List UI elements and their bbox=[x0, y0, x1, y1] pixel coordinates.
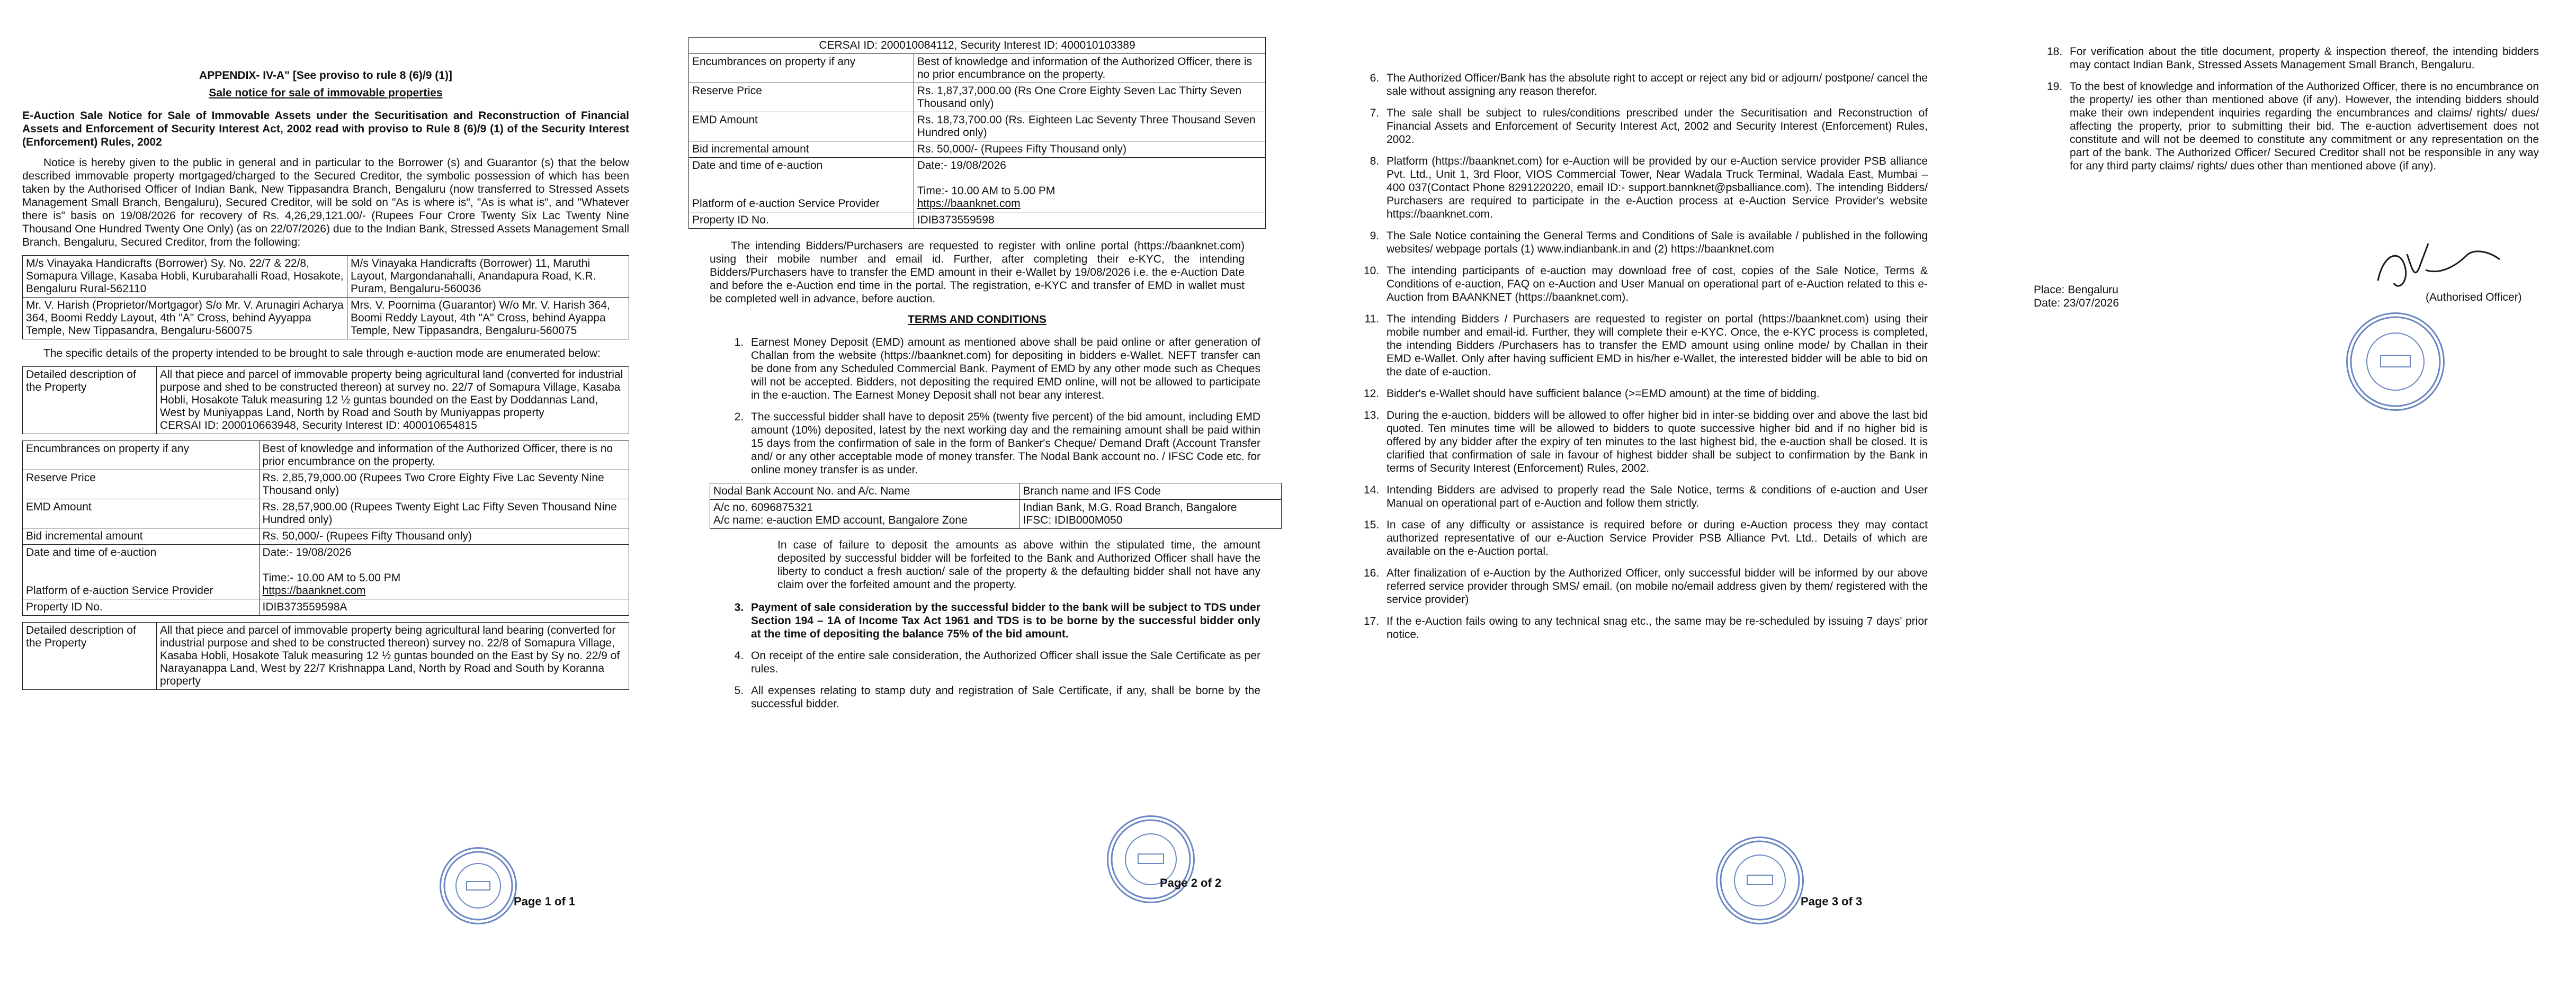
property-2-details bbox=[688, 37, 1266, 229]
desc-cell: All that piece and parcel of immovable property being agricultural land bearing (converted for industrial purpose and shed to be constructed thereon) survey no. 22/8 of Somapura Village, Kasaba Hobli, Hosakote Taluk measuring 12 ½ guntas bounded on the East by Sy no. 22/9 of Narayanappa Land, West by 22/7 Krishnappa Land, North by Road and South by Koranna property bbox=[157, 623, 629, 690]
platform-label: Platform of e-auction Service Provider bbox=[26, 585, 213, 597]
bank-cell bbox=[710, 500, 1019, 529]
table-row bbox=[689, 112, 1266, 141]
notice-paragraph: Notice is hereby given to the public in general and in particular to the Borrower (s) and Guarantor (s) that the below described immovable property mortgaged/charged to the Secured Creditor, the symbolic possession of which has been taken by the Authorised Officer of Indian Bank, New Tippasandra Branch, Bengaluru (now transferred to Stressed Assets Management Small Branch, Bengaluru), Secured Creditor, will be sold on "As is where is", "As is what is", and "Whatever there is" basis on 19/08/2026 for recovery of Rs. 4,26,29,121.00/- (Rupees Four Crore Twenty Six Lac Twenty Nine Thousand One Hundred Twenty One Only) (as on 22/07/2026) due to the Indian Bank, Stressed Assets Management Small Branch, Bengaluru, Secured Creditor, from the following: bbox=[22, 157, 629, 248]
list-item: 6. The Authorized Officer/Bank has the absolute right to accept or reject any bid or adjourn/ postpone/ cancel the sale without assigning any reason therefor. bbox=[1382, 71, 1928, 98]
table-row bbox=[689, 158, 1266, 212]
time-value: Time:- 10.00 AM to 5.00 PM bbox=[262, 572, 401, 584]
terms-title: TERMS AND CONDITIONS bbox=[908, 313, 1046, 326]
row-label bbox=[23, 545, 260, 599]
place-date-block bbox=[2034, 283, 2119, 310]
bank-stamp bbox=[440, 847, 517, 924]
platform-link[interactable]: https://baanknet.com bbox=[917, 197, 1021, 210]
page-1 bbox=[0, 0, 651, 989]
terms-list-4 bbox=[2034, 45, 2539, 173]
row-label: Property ID No. bbox=[23, 599, 260, 616]
table-row bbox=[23, 298, 629, 339]
list-item: 3. Payment of sale consideration by the successful bidder to the bank will be subject to TDS under Section 194 – 1A of Income Tax Act 1961 and TDS is to be borne by the successful bidder only at the time of depositing the balance 75% of the bid amount. bbox=[747, 601, 1260, 641]
list-item: 17. If the e-Auction fails owing to any technical snag etc., the same may be re-scheduled by issuing 7 days' prior notice. bbox=[1382, 615, 1928, 641]
platform-label: Platform of e-auction Service Provider bbox=[692, 197, 880, 210]
row-label bbox=[689, 158, 914, 212]
list-item: 12. Bidder's e-Wallet should have sufficient balance (>=EMD amount) at the time of bidding. bbox=[1382, 387, 1928, 400]
row-value: Best of knowledge and information of the Authorized Officer, there is no prior encumbrance on the property. bbox=[914, 54, 1265, 83]
table-row bbox=[23, 528, 629, 545]
row-value: Rs. 28,57,900.00 (Rupees Twenty Eight Lac Fifty Seven Thousand Nine Hundred only) bbox=[259, 499, 629, 528]
list-item: 13. During the e-auction, bidders will be allowed to offer higher bid in inter-se bidding over and above the last bid quoted. Ten minutes time will be allowed to bidders to quote successive higher bid and if no higher bid is offered by any bidder after the expiry of ten minutes to the last highest bid, the e-auction shall be closed. It is clarified that confirmation of sale in favour of highest bidder shall be subject to confirmation by the Bank in terms of Security Interest (Enforcement) Rules, 2002. bbox=[1382, 409, 1928, 475]
page-number: Page 2 of 2 bbox=[1160, 876, 1222, 889]
authorised-officer-label: (Authorised Officer) bbox=[2426, 291, 2522, 303]
list-item: 14. Intending Bidders are advised to properly read the Sale Notice, terms & conditions of e-auction and User Manual on operational part of e-Auction and follow them strictly. bbox=[1382, 483, 1928, 510]
terms-list bbox=[688, 336, 1266, 476]
page-3 bbox=[1324, 0, 1960, 989]
row-value: Rs. 50,000/- (Rupees Fifty Thousand only) bbox=[914, 141, 1265, 158]
table-row bbox=[689, 212, 1266, 229]
row-label: Bid incremental amount bbox=[689, 141, 914, 158]
account-no: A/c no. 6096875321 bbox=[713, 501, 813, 514]
table-row bbox=[689, 54, 1266, 83]
desc-text: All that piece and parcel of immovable property being agricultural land (converted for industrial purpose and shed to be constructed thereon) at survey no. 22/7 of Somapura Village, Kasaba Hobli, Hosakote Taluk measuring 12 ½ guntas bounded on the East by Doddannas Land, West by Muniyappas Land, North by Road and South by Muniyappas property bbox=[160, 368, 623, 419]
place-text: Place: Bengaluru bbox=[2034, 284, 2118, 296]
desc-label: Detailed description of the Property bbox=[23, 623, 157, 690]
time-value: Time:- 10.00 AM to 5.00 PM bbox=[917, 185, 1056, 197]
page-2 bbox=[673, 0, 1282, 989]
row-label: Encumbrances on property if any bbox=[23, 441, 260, 470]
bank-header: Nodal Bank Account No. and A/c. Name bbox=[710, 483, 1019, 500]
list-item: 16. After finalization of e-Auction by the Authorized Officer, only successful bidder will be informed by our above referred service provider through SMS/ email. (on mobile no/email address given by them/ registered with the service provider) bbox=[1382, 567, 1928, 606]
list-item: 15. In case of any difficulty or assistance is required before or during e-Auction process they may contact authorized representative of our e-Auction Service Provider PSB Alliance Pvt. Ltd.. Details of which are available on the e-Auction portal. bbox=[1382, 518, 1928, 558]
property-1-table bbox=[22, 366, 629, 434]
list-item: 19. To the best of knowledge and information of the Authorized Officer, there is no encumbrance on the property/ ies other than mentioned above (if any). However, the intending bidders should make their own independent inquiries regarding the encumbrances and claims/ rights/ dues/ affecting the property, prior to submitting their bid. The e-auction advertisement does not constitute and will not be deemed to constitute any commitment or any representation on the part of the bank. The Authorized Officer/ Secured Creditor shall not be responsible in any way for any third party claims/ rights/ dues other than mentioned above (if any). bbox=[2065, 80, 2539, 173]
forfeit-paragraph: In case of failure to deposit the amounts as above within the stipulated time, the amount deposited by successful bidder will be forfeited to the Bank and Authorized Officer shall have the liberty to conduct a fresh auction/ sale of the property & the defaulting bidder shall not have any claim over the forfeited amount and the property. bbox=[777, 539, 1260, 591]
specific-details-text: The specific details of the property intended to be brought to sale through e-auction mode are enumerated below: bbox=[43, 347, 601, 359]
date-value: Date:- 19/08/2026 bbox=[917, 159, 1006, 172]
row-value: Rs. 2,85,79,000.00 (Rupees Two Crore Eighty Five Lac Seventy Nine Thousand only) bbox=[259, 470, 629, 499]
platform-link[interactable]: https://baanknet.com bbox=[262, 585, 366, 597]
list-item: 8. Platform (https://baanknet.com) for e-Auction will be provided by our e-Auction service provider PSB alliance Pvt. Ltd., Unit 1, 3rd Floor, VIOS Commercial Tower, Near Wadala Truck Terminal, Wadala East, Mumbai – 400 037(Contact Phone 8291220220, email ID:- support.bannknet@psballiance.com). The intending Bidders/ Purchasers are required to participate in the e-Auction process at e-Auction Service Provider's website https://baanknet.com. bbox=[1382, 155, 1928, 221]
party-cell: Mr. V. Harish (Proprietor/Mortgagor) S/o Mr. V. Arunagiri Acharya 364, Boomi Reddy Layout, 4th "A" Cross, behind Ayyappa Temple, New Tippasandra, Bengaluru-560075 bbox=[23, 298, 347, 339]
table-row bbox=[710, 500, 1282, 529]
stamp-icon bbox=[1718, 838, 1802, 923]
appendix-title: APPENDIX- IV-A" [See proviso to rule 8 (6)/9 (1)] bbox=[199, 69, 452, 82]
notice-heading: E-Auction Sale Notice for Sale of Immovable Assets under the Securitisation and Reconstruction of Financial Assets and Enforcement of Security Interest Act, 2002 read with proviso to Rule 8 (6)/9 (1) of the Security Interest (Enforcement) Rules, 2002 bbox=[22, 110, 629, 148]
bank-header: Branch name and IFS Code bbox=[1019, 483, 1282, 500]
row-value bbox=[914, 158, 1265, 212]
table-row bbox=[689, 38, 1266, 54]
cersai-text: CERSAI ID: 200010084112, Security Interest ID: 400010103389 bbox=[689, 38, 1266, 54]
row-label: EMD Amount bbox=[689, 112, 914, 141]
ifsc-code: IFSC: IDIB000M050 bbox=[1023, 514, 1123, 526]
property-1-details bbox=[22, 440, 629, 616]
list-item: 10. The intending participants of e-auction may download free of cost, copies of the Sale Notice, Terms & Conditions of e-auction, FAQ on e-Auction and User Manual on operational part of e-Auction related to this e-Auction from BAANKNET (https://baanknet.com). bbox=[1382, 264, 1928, 304]
table-row bbox=[23, 256, 629, 298]
term-text: The successful bidder shall have to deposit 25% (twenty five percent) of the bid amount, including EMD amount (10%) deposited, latest by the next working day and the remaining amount shall be paid within 15 days from the confirmation of sale in the form of Banker's Cheque/ Demand Draft (Account Transfer and/ or any other acceptable mode of money transfer. The Nodal Bank account no. / IFSC Code etc. for online money transfer is as under. bbox=[751, 411, 1260, 476]
row-value: Rs. 1,87,37,000.00 (Rs One Crore Eighty Seven Lac Thirty Seven Thousand only) bbox=[914, 83, 1265, 112]
row-value bbox=[259, 545, 629, 599]
terms-list-3 bbox=[1356, 71, 1928, 641]
row-value: IDIB373559598A bbox=[259, 599, 629, 616]
date-label: Date and time of e-auction bbox=[692, 159, 823, 172]
intending-paragraph: The intending Bidders/Purchasers are requested to register with online portal (https://baanknet.com) using their mobile number and email id. Further, after completing their e-KYC, the intending Bidders/Purchasers have to transfer the EMD amount in their e-Wallet by 19/08/2026 i.e. the e-Auction Date and before the e-Auction end time in the portal. The registration, e-KYC and transfer of EMD in wallet must be completed well in advance, before auction. bbox=[710, 240, 1245, 305]
date-text: Date: 23/07/2026 bbox=[2034, 297, 2119, 309]
list-item: 1. Earnest Money Deposit (EMD) amount as mentioned above shall be paid online or after generation of Challan from the website (https://baanknet.com) for depositing in bidders e-Wallet. NEFT transfer can be done from any Scheduled Commercial Bank. Payment of EMD by any other mode such as Cheques will not be accepted. Bidders, not depositing the required EMD online, will not be allowed to participate in the e-auction. The Earnest Money Deposit shall not bear any interest. bbox=[747, 336, 1260, 402]
stamp-icon bbox=[441, 849, 515, 923]
row-label: Reserve Price bbox=[689, 83, 914, 112]
table-row bbox=[23, 441, 629, 470]
table-row bbox=[689, 141, 1266, 158]
page-number: Page 3 of 3 bbox=[1801, 895, 1863, 908]
page-4 bbox=[2002, 0, 2576, 989]
sale-notice-subtitle: Sale notice for sale of immovable properties bbox=[209, 87, 443, 99]
row-label: Reserve Price bbox=[23, 470, 260, 499]
table-row bbox=[23, 470, 629, 499]
desc-label: Detailed description of the Property bbox=[23, 367, 157, 434]
list-item bbox=[747, 410, 1260, 476]
list-item: 4. On receipt of the entire sale consideration, the Authorized Officer shall issue the Sale Certificate as per rules. bbox=[747, 649, 1260, 676]
table-row bbox=[23, 367, 629, 434]
nodal-bank-table bbox=[710, 483, 1282, 529]
party-cell: M/s Vinayaka Handicrafts (Borrower) 11, Maruthi Layout, Margondanahalli, Anandapura Road, K.R. Puram, Bengaluru-560036 bbox=[347, 256, 629, 298]
party-cell: Mrs. V. Poornima (Guarantor) W/o Mr. V. Harish 364, Boomi Reddy Layout, 4th "A" Cross, behind Ayappa Temple, New Tippasandra, Bengaluru-560075 bbox=[347, 298, 629, 339]
desc-cell bbox=[157, 367, 629, 434]
row-value: Best of knowledge and information of the Authorized Officer, there is no prior encumbrance on the property. bbox=[259, 441, 629, 470]
account-name: A/c name: e-auction EMD account, Bangalore Zone bbox=[713, 514, 968, 526]
row-label: Encumbrances on property if any bbox=[689, 54, 914, 83]
row-value: Rs. 18,73,700.00 (Rs. Eighteen Lac Seventy Three Thousand Seven Hundred only) bbox=[914, 112, 1265, 141]
bank-stamp bbox=[1716, 837, 1804, 924]
party-cell: M/s Vinayaka Handicrafts (Borrower) Sy. No. 22/7 & 22/8, Somapura Village, Kasaba Hobli, Kurubarahalli Road, Hosakote, Bengaluru Rural-562110 bbox=[23, 256, 347, 298]
row-label: Bid incremental amount bbox=[23, 528, 260, 545]
cersai-text: CERSAI ID: 200010663948, Security Interest ID: 400010654815 bbox=[160, 419, 477, 431]
table-row bbox=[689, 83, 1266, 112]
list-item: 7. The sale shall be subject to rules/conditions prescribed under the Securitisation and Reconstruction of Financial Assets and Enforcement of Security Interest Act, 2002 and Security Interest (Enforcement) Rules, 2002. bbox=[1382, 106, 1928, 146]
stamp-icon bbox=[2348, 314, 2443, 409]
bank-stamp bbox=[2346, 312, 2445, 411]
row-value: IDIB373559598 bbox=[914, 212, 1265, 229]
row-value: Rs. 50,000/- (Rupees Fifty Thousand only) bbox=[259, 528, 629, 545]
list-item: 9. The Sale Notice containing the General Terms and Conditions of Sale is available / published in the following websites/ webpage portals (1) www.indianbank.in and (2) https://baanknet.com bbox=[1382, 229, 1928, 256]
table-row bbox=[23, 599, 629, 616]
page-number: Page 1 of 1 bbox=[514, 895, 576, 908]
date-value: Date:- 19/08/2026 bbox=[262, 546, 352, 559]
table-row bbox=[23, 499, 629, 528]
row-label: Property ID No. bbox=[689, 212, 914, 229]
parties-table bbox=[22, 255, 629, 339]
bank-stamp bbox=[1107, 815, 1195, 903]
property-2-table bbox=[22, 622, 629, 690]
table-row bbox=[710, 483, 1282, 500]
bank-cell bbox=[1019, 500, 1282, 529]
date-label: Date and time of e-auction bbox=[26, 546, 157, 559]
list-item: 11. The intending Bidders / Purchasers are requested to register on portal (https://baanknet.com) using their mobile number and email-id. Further, they will complete their e-KYC. Once, the e-KYC process is completed, the intending Bidders /Purchasers has to transfer the EMD amount using online mode/ by Challan in their EMD e-Wallet. Only after having sufficient EMD in his/her e-Wallet, the interested bidder will be able to bid on the date of e-auction. bbox=[1382, 312, 1928, 379]
list-item: 18. For verification about the title document, property & inspection thereof, the intending bidders may contact Indian Bank, Stressed Assets Management Small Branch, Bengaluru. bbox=[2065, 45, 2539, 71]
table-row bbox=[23, 623, 629, 690]
row-label: EMD Amount bbox=[23, 499, 260, 528]
branch-name: Indian Bank, M.G. Road Branch, Bangalore bbox=[1023, 501, 1237, 514]
table-row bbox=[23, 545, 629, 599]
list-item: 5. All expenses relating to stamp duty and registration of Sale Certificate, if any, shall be borne by the successful bidder. bbox=[747, 684, 1260, 711]
terms-list-2 bbox=[688, 601, 1266, 711]
